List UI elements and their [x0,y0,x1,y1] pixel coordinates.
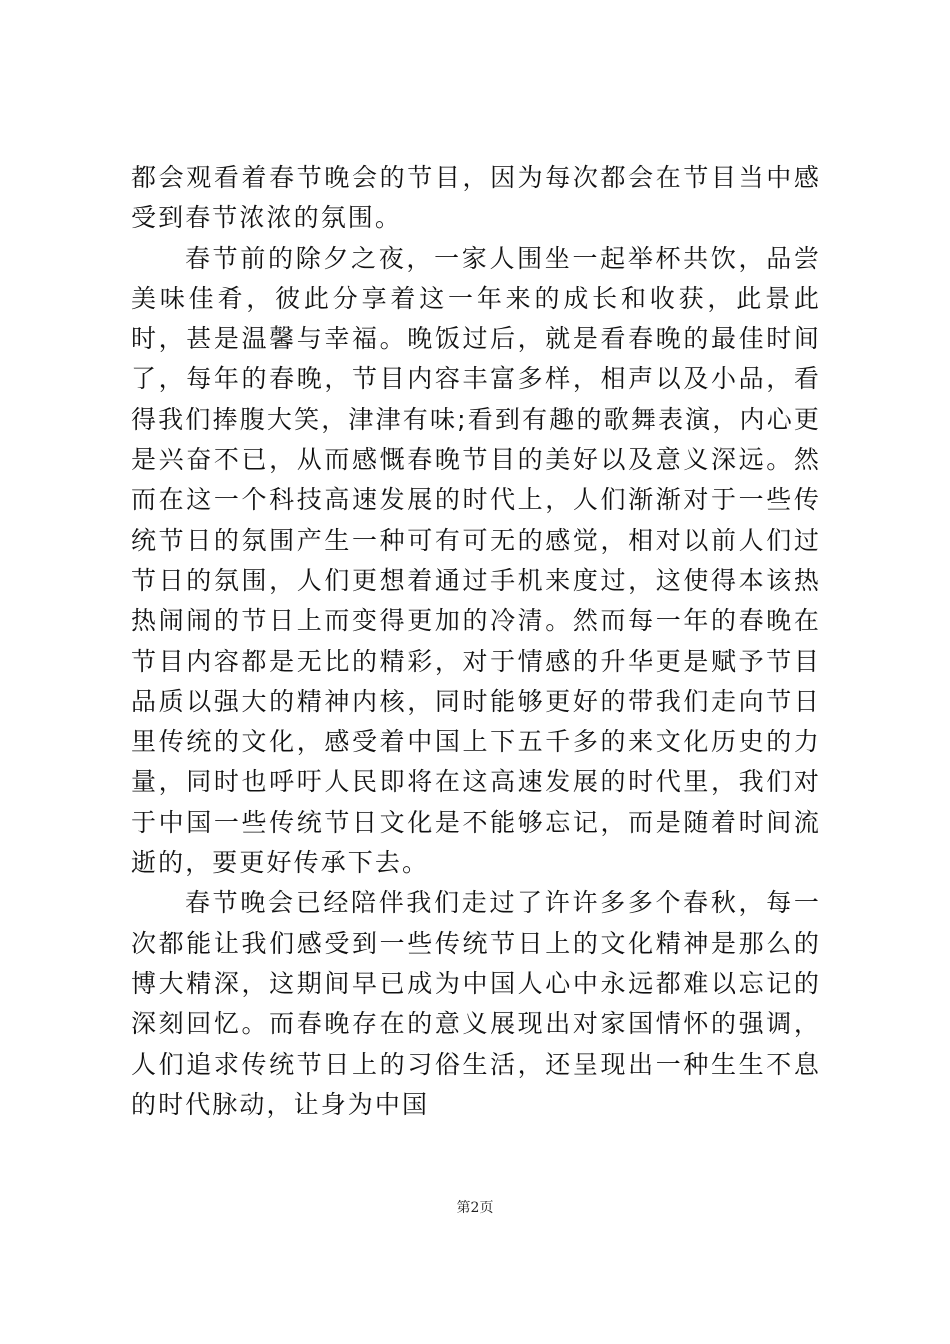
page-number: 第2页 [456,1200,494,1216]
paragraph-gala-meaning: 春节晚会已经陪伴我们走过了许许多多个春秋，每一次都能让我们感受到一些传统节日上的文化精神是那么的博大精深，这期间早已成为中国人心中永远都难以忘记的深刻回忆。而春晚存在的意义展现出对家国情怀的强调，人们追求传统节日上的习俗生活，还呈现出一种生生不息的时代脉动，让身为中国 [131,888,821,1119]
paragraph-continuation: 都会观看着春节晚会的节目，因为每次都会在节目当中感受到春节浓浓的氛围。 [131,163,821,233]
document-body [131,158,821,1125]
paragraph-new-year-eve: 春节前的除夕之夜，一家人围坐一起举杯共饮，品尝美味佳肴，彼此分享着这一年来的成长和收获，此景此时，甚是温馨与幸福。晚饭过后，就是看春晚的最佳时间了，每年的春晚，节目内容丰富多样，相声以及小品，看得我们捧腹大笑，津津有味;看到有趣的歌舞表演，内心更是兴奋不已，从而感慨春晚节目的美好以及意义深远。然而在这一个科技高速发展的时代上，人们渐渐对于一些传统节日的氛围产生一种可有可无的感觉，相对以前人们过节日的氛围，人们更想着通过手机来度过，这使得本该热热闹闹的节日上而变得更加的冷清。然而每一年的春晚在节目内容都是无比的精彩，对于情感的升华更是赋予节目品质以强大的精神内核，同时能够更好的带我们走向节日里传统的文化，感受着中国上下五千多的来文化历史的力量，同时也呼吁人民即将在这高速发展的时代里，我们对于中国一些传统节日文化是不能够忘记，而是随着时间流逝的，要更好传承下去。 [131,243,821,878]
